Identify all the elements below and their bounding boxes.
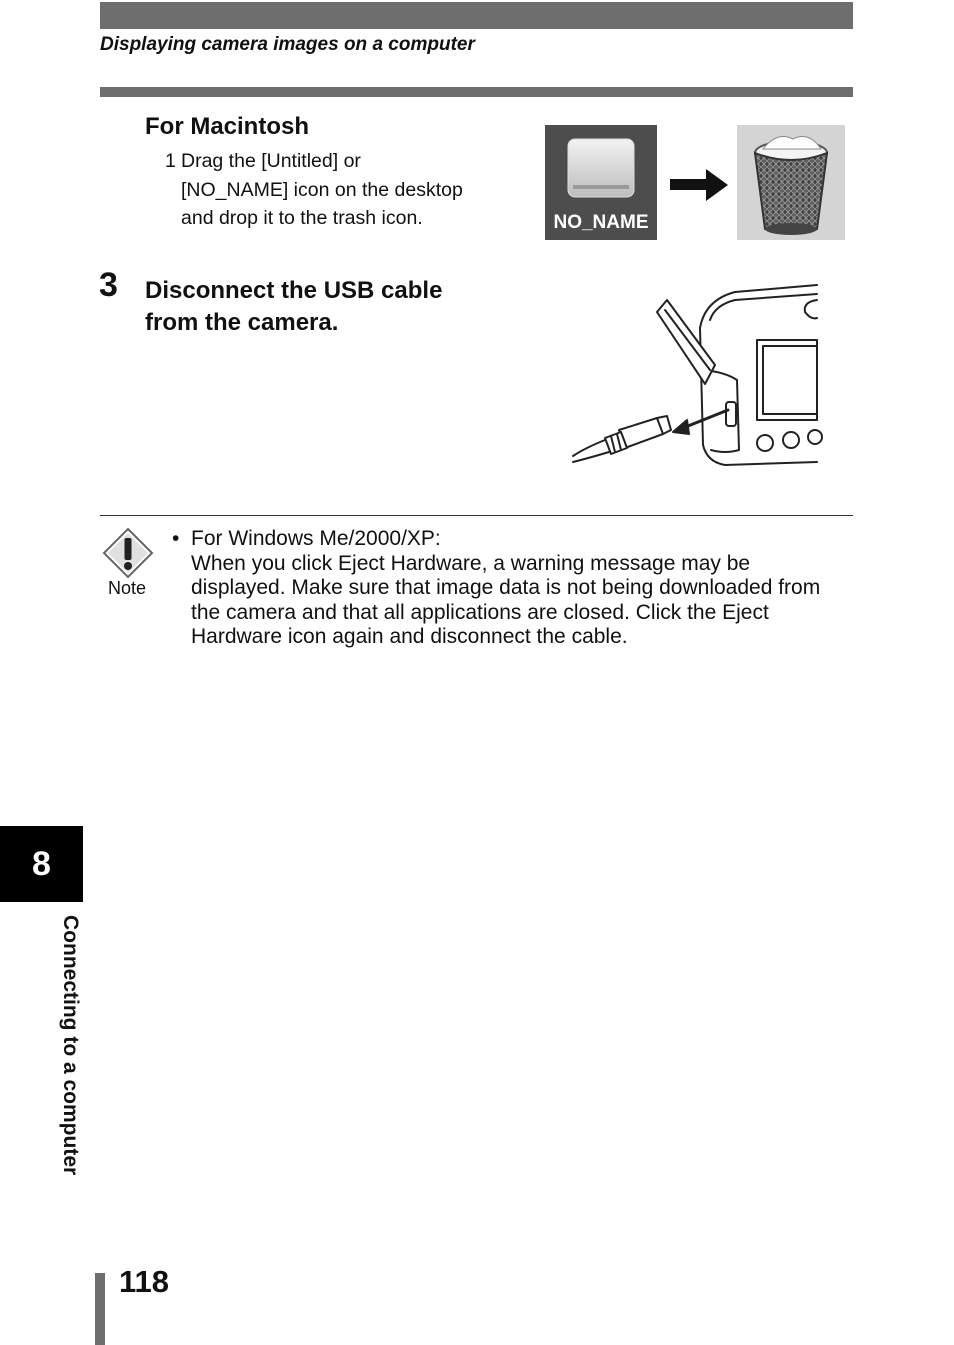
note-line: the camera and that all applications are closed. Click the Eject — [191, 600, 769, 624]
step-instruction — [145, 275, 505, 339]
page-number-bar — [95, 1273, 105, 1345]
chapter-number: 8 — [32, 845, 51, 883]
step-line-2: [NO_NAME] icon on the desktop — [181, 178, 463, 201]
step-number: 3 — [99, 266, 118, 304]
header-bar — [100, 2, 853, 29]
chapter-title: Connecting to a computer — [59, 915, 82, 1176]
note-divider — [100, 515, 853, 516]
trash-icon — [737, 125, 845, 240]
step-line-1: Disconnect the USB cable — [145, 277, 443, 304]
note-line: For Windows Me/2000/XP: — [191, 527, 441, 550]
note-line: Hardware icon again and disconnect the cable. — [191, 625, 628, 648]
step-number: 1 — [165, 150, 176, 172]
drive-label: NO_NAME — [553, 212, 649, 233]
macintosh-step-1 — [165, 147, 505, 233]
step-line-2: from the camera. — [145, 309, 339, 336]
note-line: displayed. Make sure that image data is not being downloaded from — [191, 576, 821, 599]
step-line-3: and drop it to the trash icon. — [181, 207, 423, 229]
macintosh-heading: For Macintosh — [145, 113, 310, 140]
page-header-title: Displaying camera images on a computer — [100, 34, 475, 55]
note-label: Note — [108, 578, 147, 598]
section-rule — [100, 87, 853, 97]
step-line-1: Drag the [Untitled] or — [181, 150, 361, 172]
page-number: 118 — [119, 1264, 170, 1299]
camera-usb-illustration — [565, 280, 825, 480]
warning-icon — [102, 527, 154, 579]
note-text — [191, 527, 853, 650]
note-bullet: • — [172, 527, 180, 550]
note-line: When you click Eject Hardware, a warning message may be — [191, 551, 751, 575]
arrow-right-icon — [668, 167, 730, 203]
drive-icon — [545, 125, 657, 240]
